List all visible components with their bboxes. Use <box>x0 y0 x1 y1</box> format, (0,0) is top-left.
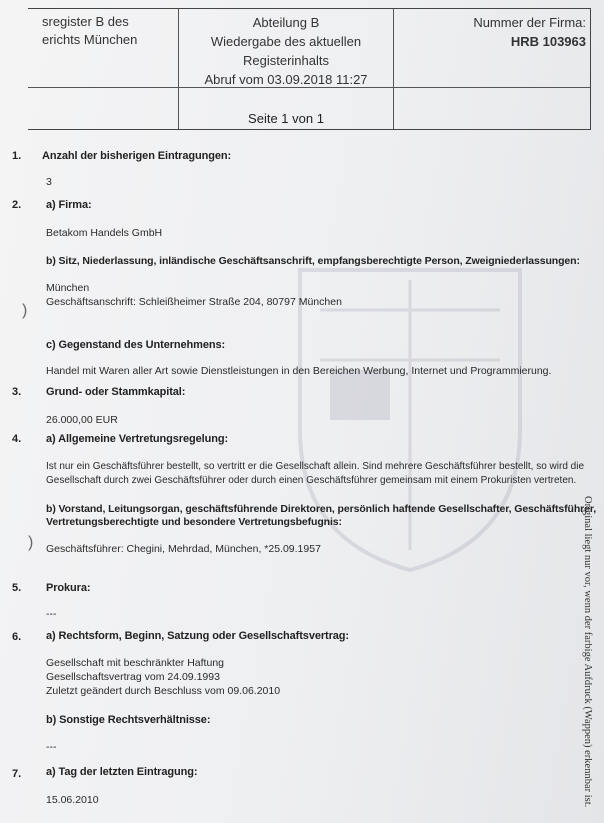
section-label: b) Vorstand, Leitungsorgan, geschäftsführende Direktoren, persönlich haftende Gesellschafter, Geschäftsführer, <box>46 503 597 515</box>
section-value: Zuletzt geändert durch Beschluss vom 09.06.2010 <box>46 685 281 697</box>
section-label: Grund- oder Stammkapital: <box>46 386 186 398</box>
court-name <box>42 13 137 49</box>
company-number-value: HRB 103963 <box>510 34 586 49</box>
section-value: Geschäftsführer: Chegini, Mehrdad, München, *25.09.1957 <box>46 543 321 555</box>
section-value: Gesellschaftsvertrag vom 24.09.1993 <box>46 671 220 683</box>
section-label: Anzahl der bisherigen Eintragungen: <box>42 150 232 162</box>
retrieval-date: Abruf vom 03.09.2018 11:27 <box>204 72 368 87</box>
section-label: Prokura: <box>46 582 91 594</box>
page-number: Seite 1 von 1 <box>248 111 324 126</box>
section-value: 15.06.2010 <box>46 794 99 806</box>
section-value: --- <box>46 608 57 620</box>
section-number: 2. <box>12 199 22 211</box>
section-label: b) Sitz, Niederlassung, inländische Geschäftsanschrift, empfangsberechtigte Person, Zweigniederlassungen: <box>46 255 580 267</box>
court-line1: sregister B des <box>42 14 129 29</box>
section-value: 26.000,00 EUR <box>46 414 118 426</box>
section-value: Ist nur ein Geschäftsführer bestellt, so vertritt er die Gesellschaft allein. Sind mehrere Geschäftsführer bestellt, so wird die <box>46 461 585 472</box>
section-title-line2: Wiedergabe des aktuellen <box>210 34 362 49</box>
section-value: Handel mit Waren aller Art sowie Dienstleistungen in den Bereichen Werbung, Internet und Programmierung. <box>46 365 552 377</box>
section-value: Betakom Handels GmbH <box>46 227 163 239</box>
section-value: Geschäftsanschrift: Schleißheimer Straße 204, 80797 München <box>46 296 342 308</box>
court-line2: erichts München <box>42 32 138 47</box>
section-number: 6. <box>12 631 22 643</box>
section-label: Vertretungsberechtigte und besondere Vertretungsbefugnis: <box>46 516 342 528</box>
pen-mark: ) <box>28 534 34 551</box>
company-number <box>473 13 586 51</box>
section-value: München <box>46 282 90 294</box>
section-title-line3: Registerinhalts <box>243 53 329 68</box>
authenticity-note: Original liegt nur vor, wenn der farbige Aufdruck (Wappen) erkennbar ist. <box>582 496 593 808</box>
section-label: b) Sonstige Rechtsverhältnisse: <box>46 714 211 726</box>
section-title <box>178 13 394 89</box>
section-label: a) Rechtsform, Beginn, Satzung oder Gesellschaftsvertrag: <box>46 630 349 642</box>
section-label: a) Firma: <box>46 199 92 211</box>
section-number: 7. <box>12 768 22 780</box>
pen-mark: ) <box>22 302 28 319</box>
header-table <box>28 8 591 130</box>
section-label: a) Allgemeine Vertretungsregelung: <box>46 433 229 445</box>
section-number: 3. <box>12 386 22 398</box>
section-label: a) Tag der letzten Eintragung: <box>46 766 198 778</box>
section-number: 5. <box>12 582 22 594</box>
section-label: c) Gegenstand des Unternehmens: <box>46 339 226 351</box>
section-value: 3 <box>46 176 52 188</box>
section-number: 1. <box>12 150 22 162</box>
section-value: Gesellschaft mit beschränkter Haftung <box>46 657 224 669</box>
section-value: Gesellschaft durch zwei Geschäftsführer oder durch einen Geschäftsführer gemeinsam mit einem Prokuristen vertreten. <box>46 475 577 486</box>
company-number-label: Nummer der Firma: <box>473 15 586 30</box>
section-number: 4. <box>12 433 22 445</box>
section-title-line1: Abteilung B <box>252 15 320 30</box>
section-value: --- <box>46 741 57 753</box>
